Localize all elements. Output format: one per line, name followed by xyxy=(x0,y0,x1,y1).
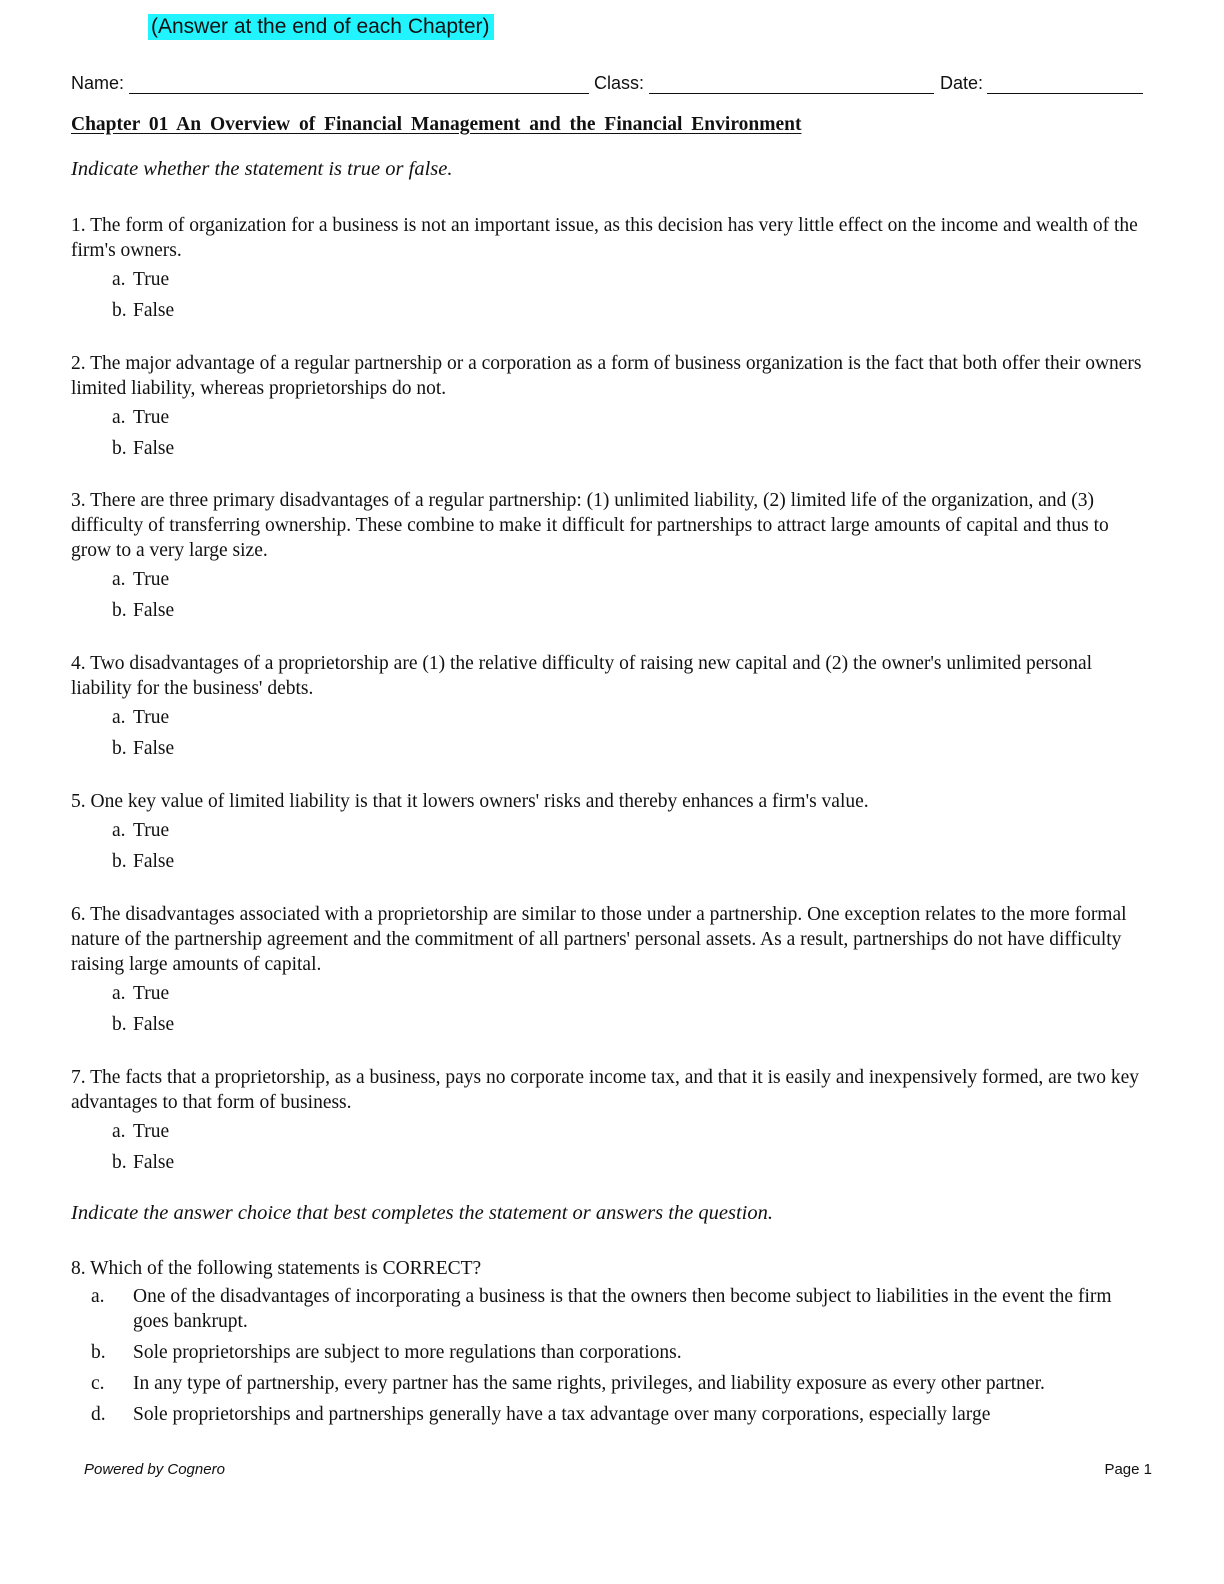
class-label: Class: xyxy=(594,73,645,93)
question-stem: 3. There are three primary disadvantages of a regular partnership: (1) unlimited liability, (2) limited life of the organization, and (3) difficulty of transferring ownership. These combine to make it difficult for partnerships to attract large amounts of capital and thus to grow to a very large size. xyxy=(71,490,1109,561)
powered-by-footer: Powered by Cognero xyxy=(84,1461,225,1478)
option-false[interactable] xyxy=(71,1150,1146,1175)
option-letter: b. xyxy=(112,1014,127,1035)
option-text: False xyxy=(133,1014,175,1035)
multiple-choice-instructions: Indicate the answer choice that best completes the statement or answers the question. xyxy=(71,1202,773,1224)
question-stem: 5. One key value of limited liability is that it lowers owners' risks and thereby enhances a firm's value. xyxy=(71,791,869,812)
option-a[interactable] xyxy=(71,1284,1121,1334)
option-true[interactable] xyxy=(71,267,1146,292)
option-letter: b. xyxy=(112,1152,127,1173)
option-true[interactable] xyxy=(71,705,1146,730)
option-letter: b. xyxy=(112,438,127,459)
option-letter: d. xyxy=(91,1404,106,1425)
student-info-header xyxy=(71,72,1143,98)
option-b[interactable] xyxy=(71,1340,1121,1365)
option-text: False xyxy=(133,851,175,872)
date-label: Date: xyxy=(940,73,984,93)
chapter-title: Chapter 01 An Overview of Financial Management and the Financial Environment xyxy=(71,114,802,135)
answer-note-banner: (Answer at the end of each Chapter) xyxy=(148,14,494,40)
option-true[interactable] xyxy=(71,818,1146,843)
option-true[interactable] xyxy=(71,981,1146,1006)
option-text: False xyxy=(133,738,175,759)
option-letter: b. xyxy=(112,738,127,759)
option-text: False xyxy=(133,1152,175,1173)
question-1 xyxy=(71,213,1146,329)
question-3 xyxy=(71,488,1146,629)
option-text: False xyxy=(133,300,175,321)
question-6 xyxy=(71,902,1146,1043)
option-letter: b. xyxy=(112,600,127,621)
option-letter: a. xyxy=(112,1121,126,1142)
option-text: True xyxy=(133,407,170,428)
option-letter: a. xyxy=(112,407,126,428)
name-label: Name: xyxy=(71,73,125,93)
option-false[interactable] xyxy=(71,849,1146,874)
option-false[interactable] xyxy=(71,736,1146,761)
option-text: True xyxy=(133,1121,170,1142)
option-letter: a. xyxy=(91,1286,105,1307)
option-letter: b. xyxy=(112,300,127,321)
option-false[interactable] xyxy=(71,1012,1146,1037)
option-letter: a. xyxy=(112,269,126,290)
question-stem: 1. The form of organization for a business is not an important issue, as this decision has very little effect on the income and wealth of the firm's owners. xyxy=(71,215,1138,261)
option-true[interactable] xyxy=(71,405,1146,430)
class-line[interactable] xyxy=(649,93,934,94)
option-true[interactable] xyxy=(71,1119,1146,1144)
option-text: Sole proprietorships are subject to more regulations than corporations. xyxy=(133,1342,682,1363)
option-text: In any type of partnership, every partner has the same rights, privileges, and liability exposure as every other partner. xyxy=(133,1373,1045,1394)
question-8 xyxy=(71,1256,1121,1433)
option-true[interactable] xyxy=(71,567,1146,592)
option-text: True xyxy=(133,269,170,290)
option-letter: c. xyxy=(91,1373,105,1394)
option-text: True xyxy=(133,569,170,590)
option-text: True xyxy=(133,820,170,841)
name-line[interactable] xyxy=(129,93,589,94)
option-text: False xyxy=(133,600,175,621)
option-letter: b. xyxy=(112,851,127,872)
question-stem: 4. Two disadvantages of a proprietorship are (1) the relative difficulty of raising new capital and (2) the owner's unlimited personal liability for the business' debts. xyxy=(71,653,1093,699)
question-5 xyxy=(71,789,1146,880)
option-letter: a. xyxy=(112,569,126,590)
option-text: One of the disadvantages of incorporating a business is that the owners then become subject to liabilities in the event the firm goes bankrupt. xyxy=(133,1286,1112,1332)
option-false[interactable] xyxy=(71,298,1146,323)
option-c[interactable] xyxy=(71,1371,1121,1396)
option-letter: a. xyxy=(112,983,126,1004)
question-4 xyxy=(71,651,1146,767)
question-7 xyxy=(71,1065,1146,1181)
date-line[interactable] xyxy=(987,93,1143,94)
option-false[interactable] xyxy=(71,598,1146,623)
question-stem: 2. The major advantage of a regular partnership or a corporation as a form of business organization is the fact that both offer their owners limited liability, whereas proprietorships do not. xyxy=(71,353,1142,399)
question-2 xyxy=(71,351,1146,467)
question-stem: 6. The disadvantages associated with a proprietorship are similar to those under a partnership. One exception relates to the more formal nature of the partnership agreement and the commitment of all partners' personal assets. As a result, partnerships do not have difficulty raising large amounts of capital. xyxy=(71,904,1127,975)
option-text: Sole proprietorships and partnerships generally have a tax advantage over many corporations, especially large xyxy=(133,1404,991,1425)
question-stem: 7. The facts that a proprietorship, as a business, pays no corporate income tax, and that it is easily and inexpensively formed, are two key advantages to that form of business. xyxy=(71,1067,1140,1113)
option-letter: b. xyxy=(91,1342,106,1363)
option-d[interactable] xyxy=(71,1402,1121,1427)
option-text: False xyxy=(133,438,175,459)
option-letter: a. xyxy=(112,820,126,841)
option-text: True xyxy=(133,983,170,1004)
option-false[interactable] xyxy=(71,436,1146,461)
option-letter: a. xyxy=(112,707,126,728)
page-number: Page 1 xyxy=(1104,1461,1152,1478)
question-stem: 8. Which of the following statements is CORRECT? xyxy=(71,1258,482,1279)
option-text: True xyxy=(133,707,170,728)
true-false-instructions: Indicate whether the statement is true or false. xyxy=(71,158,453,180)
